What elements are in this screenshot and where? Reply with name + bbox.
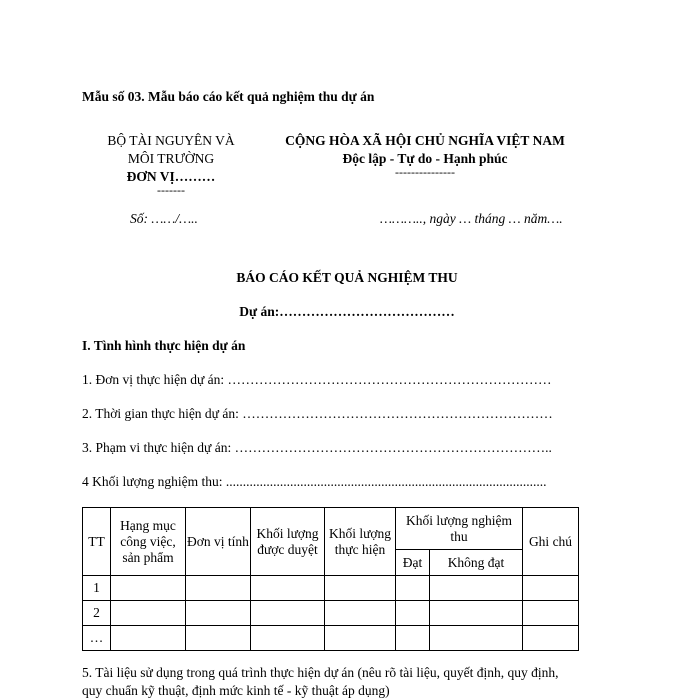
item-volume-text: 4 Khối lượng nghiệm thu: ............................................................................................... bbox=[82, 474, 547, 489]
row-number: 2 bbox=[83, 601, 111, 626]
ministry-line1: BỘ TÀI NGUYÊN VÀ bbox=[107, 133, 235, 148]
header-tt: TT bbox=[83, 508, 111, 576]
header-approved: Khối lượng được duyệt bbox=[251, 508, 325, 576]
document-number: Số: ……/….. bbox=[130, 211, 198, 226]
header-failed: Không đạt bbox=[430, 550, 523, 576]
header-note: Ghi chú bbox=[523, 508, 579, 576]
table-row bbox=[83, 601, 579, 626]
left-header bbox=[82, 132, 260, 197]
table-row bbox=[83, 626, 579, 651]
report-title: BÁO CÁO KẾT QUẢ NGHIỆM THU bbox=[236, 270, 458, 285]
item-unit: 1. Đơn vị thực hiện dự án: ……………………………………………………………… bbox=[82, 372, 552, 387]
right-header bbox=[262, 132, 588, 179]
date-line: ……….., ngày … tháng … năm…. bbox=[380, 211, 563, 226]
acceptance-table bbox=[82, 507, 579, 651]
country-name: CỘNG HÒA XÃ HỘI CHỦ NGHĨA VIỆT NAM bbox=[285, 133, 565, 148]
ministry-line2: MÔI TRƯỜNG bbox=[127, 151, 215, 166]
left-separator: ------- bbox=[157, 183, 185, 197]
header-item: Hạng mục công việc, sản phẩm bbox=[111, 508, 186, 576]
row-number: … bbox=[83, 626, 111, 651]
item-scope: 3. Phạm vi thực hiện dự án: …………………………………………………………….. bbox=[82, 440, 552, 455]
item-volume bbox=[82, 474, 547, 490]
header-unit: Đơn vị tính bbox=[186, 508, 251, 576]
table-row bbox=[83, 576, 579, 601]
section-heading: I. Tình hình thực hiện dự án bbox=[82, 338, 246, 353]
item-documents-cont: quy chuẩn kỹ thuật, định mức kinh tế - kỹ thuật áp dụng) bbox=[82, 683, 390, 698]
form-title: Mẫu số 03. Mẫu báo cáo kết quả nghiệm thu dự án bbox=[82, 89, 375, 104]
right-separator: --------------- bbox=[395, 165, 455, 179]
header-passed: Đạt bbox=[396, 550, 430, 576]
item-documents: 5. Tài liệu sử dụng trong quá trình thực hiện dự án (nêu rõ tài liệu, quyết định, quy định, bbox=[82, 665, 559, 680]
item-time: 2. Thời gian thực hiện dự án: …………………………………………………………… bbox=[82, 406, 553, 421]
row-number: 1 bbox=[83, 576, 111, 601]
project-line: Dự án:………………………………… bbox=[239, 304, 455, 319]
header-performed: Khối lượng thực hiện bbox=[325, 508, 396, 576]
unit-line: ĐƠN VỊ……… bbox=[126, 169, 216, 184]
motto: Độc lập - Tự do - Hạnh phúc bbox=[342, 151, 508, 166]
header-accepted: Khối lượng nghiệm thu bbox=[396, 508, 523, 550]
